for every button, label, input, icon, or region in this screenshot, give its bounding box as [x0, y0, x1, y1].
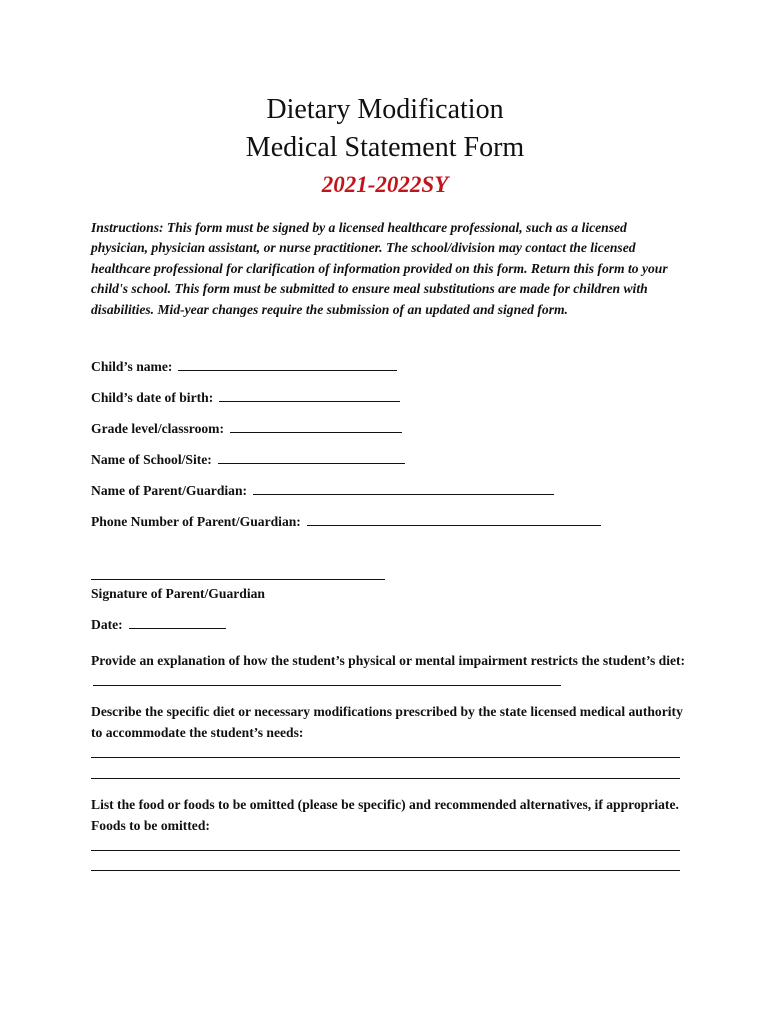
- diet-prompt: Describe the specific diet or necessary modifications prescribed by the state licensed medical authority to accommodate the student’s needs:: [91, 704, 683, 740]
- foods-prompt: List the food or foods to be omitted (please be specific) and recommended alternatives, if appropriate. Foods to be omitted:: [91, 797, 679, 833]
- signature-label: Signature of Parent/Guardian: [91, 586, 265, 601]
- parent-phone-input[interactable]: [307, 524, 601, 526]
- date-input[interactable]: [129, 627, 226, 629]
- foods-input-line-2[interactable]: [91, 870, 680, 871]
- date-label: Date:: [91, 617, 123, 632]
- child-name-field: [91, 360, 397, 374]
- school-year: 2021-2022SY: [321, 172, 449, 197]
- parent-phone-field: [91, 515, 601, 529]
- parent-name-input[interactable]: [253, 493, 554, 495]
- child-dob-field: [91, 391, 400, 405]
- child-name-input[interactable]: [178, 369, 397, 371]
- school-field: [91, 453, 405, 467]
- grade-field: [91, 422, 402, 436]
- parent-phone-label: Phone Number of Parent/Guardian:: [91, 514, 301, 529]
- child-dob-input[interactable]: [219, 400, 400, 402]
- instructions-text: Instructions: This form must be signed by a licensed healthcare professional, such as a licensed physician, physician assistant, or nurse practitioner. The school/division may contact the licensed healthcare professional for clarification of information provided on this form. Return this form to your child's school. This form must be submitted to ensure meal substitutions are made for children with disabilities. Mid-year changes require the submission of an updated and signed form.: [91, 220, 668, 317]
- grade-label: Grade level/classroom:: [91, 421, 225, 436]
- parent-name-label: Name of Parent/Guardian:: [91, 483, 248, 498]
- parent-name-field: [91, 484, 554, 498]
- school-input[interactable]: [218, 462, 405, 464]
- school-label: Name of School/Site:: [91, 452, 212, 467]
- signature-line[interactable]: [91, 579, 385, 580]
- diet-input-line-2[interactable]: [91, 778, 680, 779]
- grade-input[interactable]: [230, 431, 402, 433]
- foods-input-line-1[interactable]: [91, 850, 680, 851]
- date-field: [91, 618, 226, 632]
- form-title-line1: Dietary Modification: [266, 94, 504, 125]
- form-title-line2: Medical Statement Form: [245, 132, 525, 163]
- explanation-prompt: Provide an explanation of how the student’s physical or mental impairment restricts the student’s diet:: [91, 653, 686, 668]
- child-name-label: Child’s name:: [91, 359, 173, 374]
- explanation-section: [91, 650, 691, 692]
- child-dob-label: Child’s date of birth:: [91, 390, 214, 405]
- diet-input-line-1[interactable]: [91, 757, 680, 758]
- explanation-input[interactable]: [93, 674, 561, 686]
